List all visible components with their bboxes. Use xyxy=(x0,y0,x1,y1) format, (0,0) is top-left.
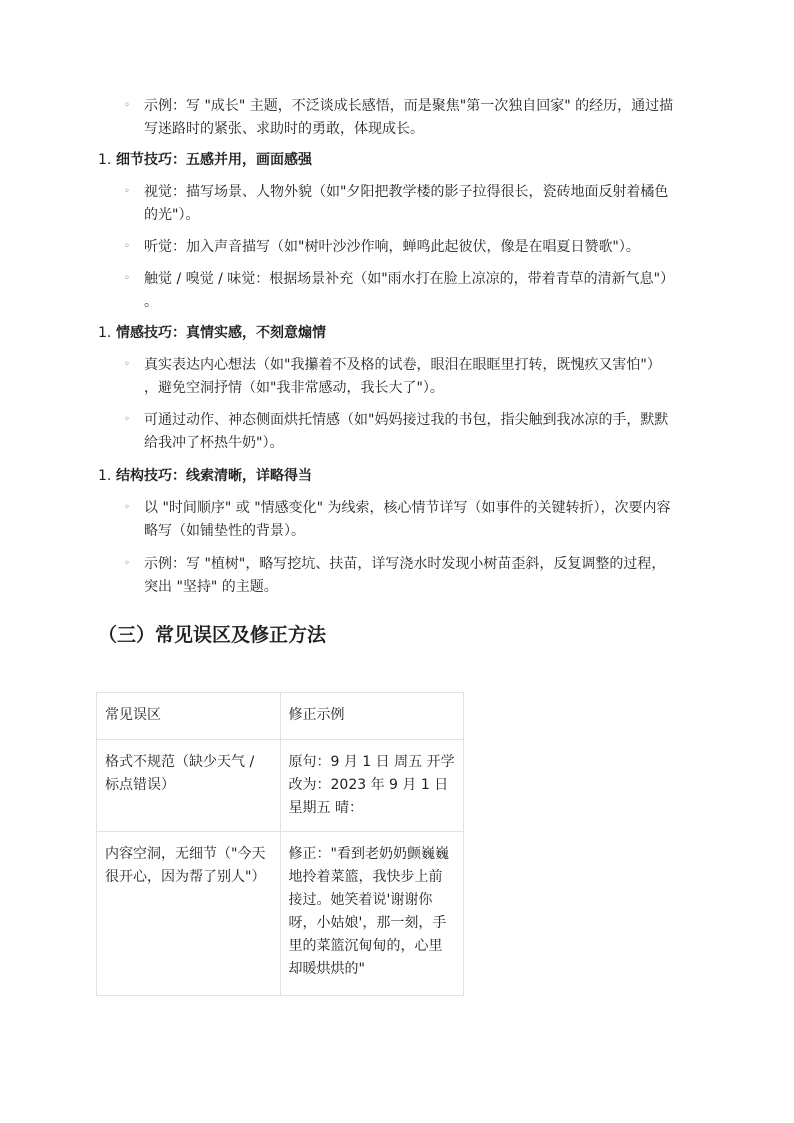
bullet-dot: ◦ xyxy=(124,273,130,284)
structure-number: 1. xyxy=(98,468,112,484)
structure-example-line-2: 突出 "坚持" 的主题。 xyxy=(144,579,278,595)
table-header-fix: 修正示例 xyxy=(280,693,464,740)
emotion-inner-line-2: ，避免空洞抒情（如"我非常感动，我长大了"）。 xyxy=(144,380,444,396)
table-header-mistake: 常见误区 xyxy=(97,693,281,740)
emotion-inner-line-1: 真实表达内心想法（如"我攥着不及格的试卷，眼泪在眼眶里打转，既愧疚又害怕"） xyxy=(144,357,661,373)
detail-visual-line-2: 的光"）。 xyxy=(144,207,200,223)
mistakes-section-title: （三）常见误区及修正方法 xyxy=(98,624,327,646)
bullet-dot: ◦ xyxy=(124,359,130,370)
detail-touch-line-2: 。 xyxy=(144,294,158,310)
table-row xyxy=(97,740,464,832)
bullet-dot: ◦ xyxy=(124,100,130,111)
bullet-dot: ◦ xyxy=(124,414,130,425)
bullet-dot: ◦ xyxy=(124,502,130,513)
detail-number: 1. xyxy=(98,152,112,168)
intro-example-line-2: 写迷路时的紧张、求助时的勇敢，体现成长。 xyxy=(144,121,424,137)
detail-visual-line-1: 视觉：描写场景、人物外貌（如"夕阳把教学楼的影子拉得很长，瓷砖地面反射着橘色 xyxy=(144,184,669,200)
structure-heading: 结构技巧：线索清晰，详略得当 xyxy=(116,468,312,484)
emotion-action-line-2: 给我冲了杯热牛奶"）。 xyxy=(144,435,284,451)
structure-clue-line-2: 略写（如铺垫性的背景）。 xyxy=(144,523,305,539)
intro-example-line-1: 示例：写 "成长" 主题，不泛谈成长感悟，而是聚焦"第一次独自回家" 的经历，通过描 xyxy=(144,98,674,114)
emotion-number: 1. xyxy=(98,325,112,341)
detail-audio-line-1: 听觉：加入声音描写（如"树叶沙沙作响，蝉鸣此起彼伏，像是在唱夏日赞歌"）。 xyxy=(144,239,640,255)
table-cell-fix: 原句：9 月 1 日 周五 开学 改为：2023 年 9 月 1 日 星期五 晴： xyxy=(280,740,464,832)
detail-heading: 细节技巧：五感并用，画面感强 xyxy=(116,152,312,168)
table-header-row xyxy=(97,693,464,740)
structure-example-line-1: 示例：写 "植树"，略写挖坑、扶苗，详写浇水时发现小树苗歪斜，反复调整的过程， xyxy=(144,556,666,572)
emotion-action-line-1: 可通过动作、神态侧面烘托情感（如"妈妈接过我的书包，指尖触到我冰凉的手，默默 xyxy=(144,412,669,428)
bullet-dot: ◦ xyxy=(124,241,130,252)
bullet-dot: ◦ xyxy=(124,186,130,197)
table-cell-fix: 修正："看到老奶奶颤巍巍地拎着菜篮，我快步上前接过。她笑着说'谢谢你呀，小姑娘'，那一刻，手里的菜篮沉甸甸的，心里却暖烘烘的" xyxy=(280,832,464,996)
bullet-dot: ◦ xyxy=(124,558,130,569)
table-cell-mistake: 格式不规范（缺少天气 / 标点错误） xyxy=(97,740,281,832)
detail-touch-line-1: 触觉 / 嗅觉 / 味觉：根据场景补充（如"雨水打在脸上凉凉的，带着青草的清新气息"） xyxy=(144,271,675,287)
structure-clue-line-1: 以 "时间顺序" 或 "情感变化" 为线索，核心情节详写（如事件的关键转折），次要内容 xyxy=(144,500,671,516)
table-row xyxy=(97,832,464,996)
emotion-heading: 情感技巧：真情实感，不刻意煽情 xyxy=(116,325,326,341)
table-cell-mistake: 内容空洞，无细节（"今天很开心，因为帮了别人"） xyxy=(97,832,281,996)
mistakes-table xyxy=(96,692,464,996)
